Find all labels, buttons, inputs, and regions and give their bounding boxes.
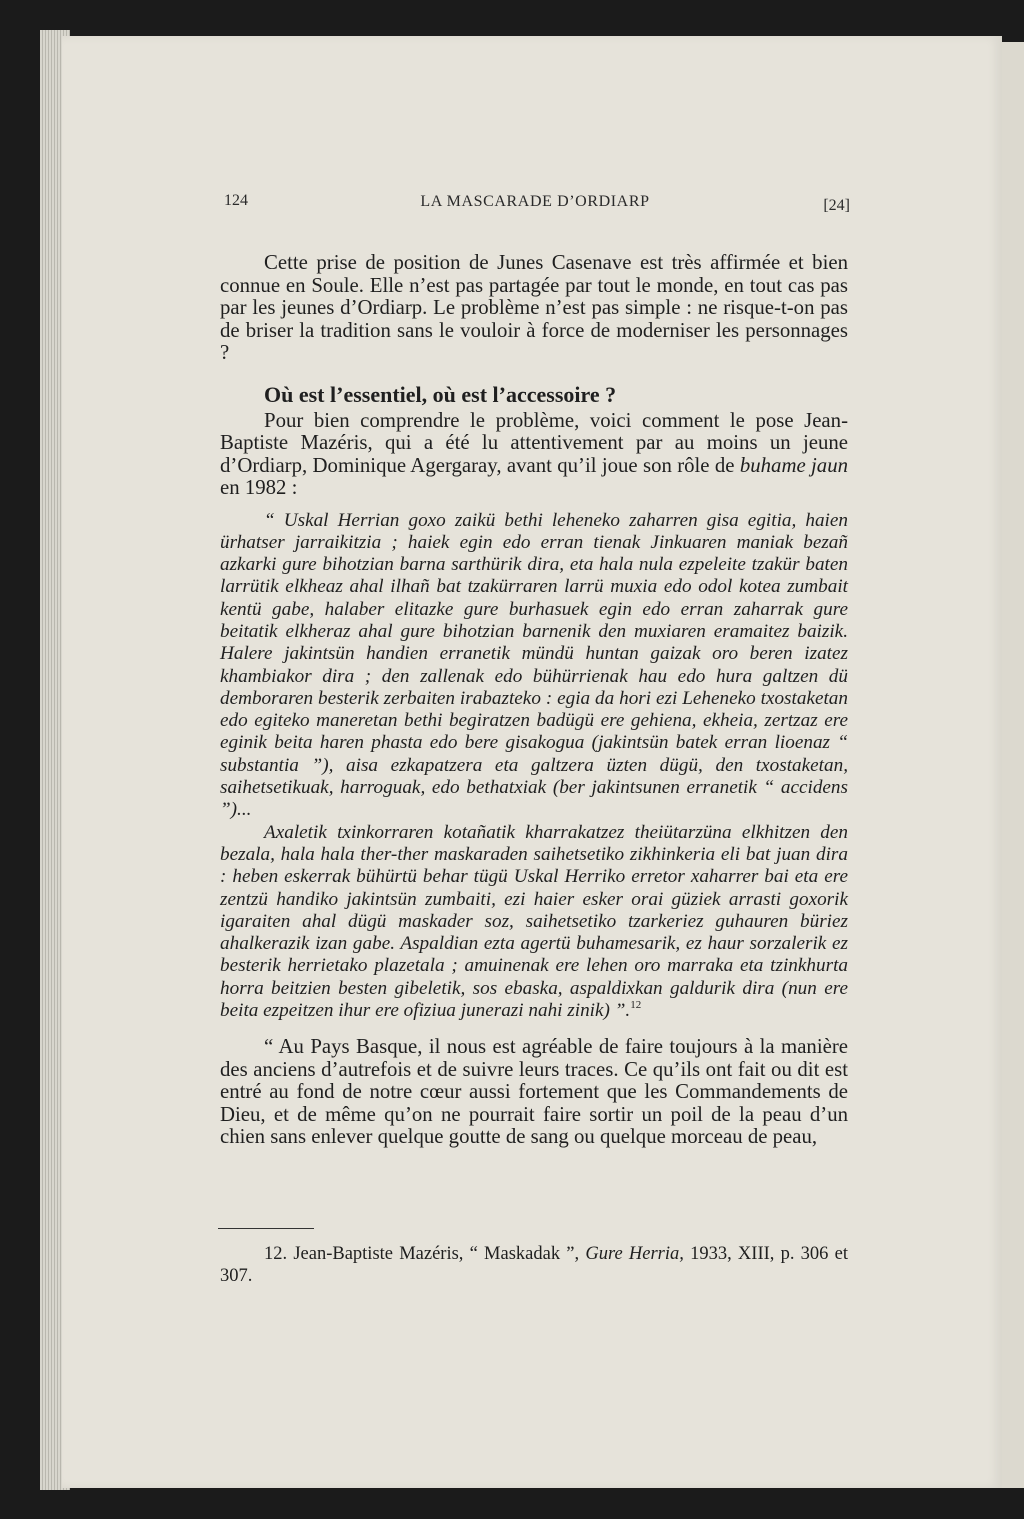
footnote-12: [220, 1243, 848, 1287]
footnote-lead: 12. Jean-Baptiste Mazéris, “ Maskadak ”,: [264, 1244, 586, 1264]
footnote-ref: 12: [630, 999, 642, 1012]
basque-quote-2: [220, 822, 848, 1023]
paragraph-3: “ Au Pays Basque, il nous est agréable de faire toujours à la manière des anciens d’autrefois et de suivre leurs traces. Ce qu’ils ont fait ou dit est entré au fond de notre cœur aussi fortement que les Commandements de Dieu, et de même qu’on ne pourrait faire sortir un poil de la peau d’un chien sans enlever quelque goutte de sang ou quelque morceau de peau,: [220, 1035, 848, 1149]
paragraph-2-end: en 1982 :: [220, 476, 298, 499]
basque-quote-1: “ Uskal Herrian goxo zaikü bethi leheneko zaharren gisa egitia, haien ürhatser jarraikitzia ; haiek egin edo erran tienak Jinkuaren maniak bezañ azkarki gure bihotzian barna sarthürik dira, eta hala nula ezpeleite tzakür baten larrütik elkheaz ahal ilhañ bat tzakürraren larrü muxia edo odol kotea zumbait kentü gabe, halaber elitazke gure burhasuek egin edo erran zaharrak gure beitatik elkheraz ahal gure bihotzian barnenik den muxiaren eramaitez baizik. Halere jakintsün handien erranetik mündü huntan gaizak oro beren izatez khambiakor dira ; den zallenak edo bühürrienak hau edo hura galtzen dü demboraren besterik zerbaiten irabazteko : egia da hori ezi Leheneko txostaketan edo egiteko maneretan bethi begiratzen badügü ere gehiena, ekheia, zertzaz ere eginik beita haren phasta edo bere gisakogua (jakintsün batek erran lioenaz “ substantia ”), aisa ezkapatzera eta galtzera üzten dügü, den txostaketan, saihetsetikuak, harroguak, edo bethatxiak (ber jakintsunen erranetik “ accidens ”)...: [220, 509, 848, 821]
paragraph-2-text: Pour bien comprendre le problème, voici comment le pose Jean-Baptiste Mazéris, qui a été lu attentivement par au moins un jeune d’Ordiarp, Dominique Agergaray, avant qu’il joue son rôle de: [220, 408, 848, 477]
section-heading: Où est l’essentiel, où est l’accessoire ?: [264, 381, 617, 407]
running-header: [220, 188, 850, 218]
footnote-rule: [218, 1228, 314, 1229]
paragraph-2: [220, 410, 848, 500]
paragraph-2-italic: buhame jaun: [739, 453, 848, 477]
footnote-end: 1933, XIII, p. 306 et 307.: [220, 1244, 848, 1286]
paragraph-1: Cette prise de position de Junes Casenave est très affirmée et bien connue en Soule. Elle n’est pas partagée par tout le monde, en tout cas pas par les jeunes d’Ordiarp. Le problème n’est pas simple : ne risque-t-on pas de briser la tradition sans le vouloir à force de moderniser les personnages ?: [220, 251, 848, 364]
running-title: LA MASCARADE D’ORDIARP: [420, 193, 650, 210]
section-number: [24]: [823, 197, 850, 214]
footnote-italic: Gure Herria,: [585, 1244, 684, 1264]
page-number: 124: [224, 192, 248, 209]
basque-quote-2-text: Axaletik txinkorraren kotañatik kharrakatzez theiütarzüna elkhitzen den bezala, hala hala ther-ther maskaraden saihetsetiko zikhinkeria eli bat juan dira : heben eskerrak bühürtü behar tügü Uskal Herriko erretor xaharrer bai eta ere zentzü handiko jakintsün zumbaiti, ezi haier esker orai güziek arrasti goxorik igaraiten ahal dügü maskader soz, saihetsetiko tzarkeriez guhauren büriez ahalkerazik izan gabe. Aspaldian ezta agertü buhamesarik, ez haur sorzalerik ez besterik herrietako plazetala ; amuinenak ere lehen oro marraka eta tzinkhurta horra beitzien besten gibeletik, sos ebaska, aspaldixkan galdurik dira (nun ere beita ezpeitzen ihur ere ofiziua junerazi nahi zinik) ”.: [220, 821, 848, 1022]
body-text: [220, 252, 848, 1149]
footnote: [220, 1243, 848, 1287]
